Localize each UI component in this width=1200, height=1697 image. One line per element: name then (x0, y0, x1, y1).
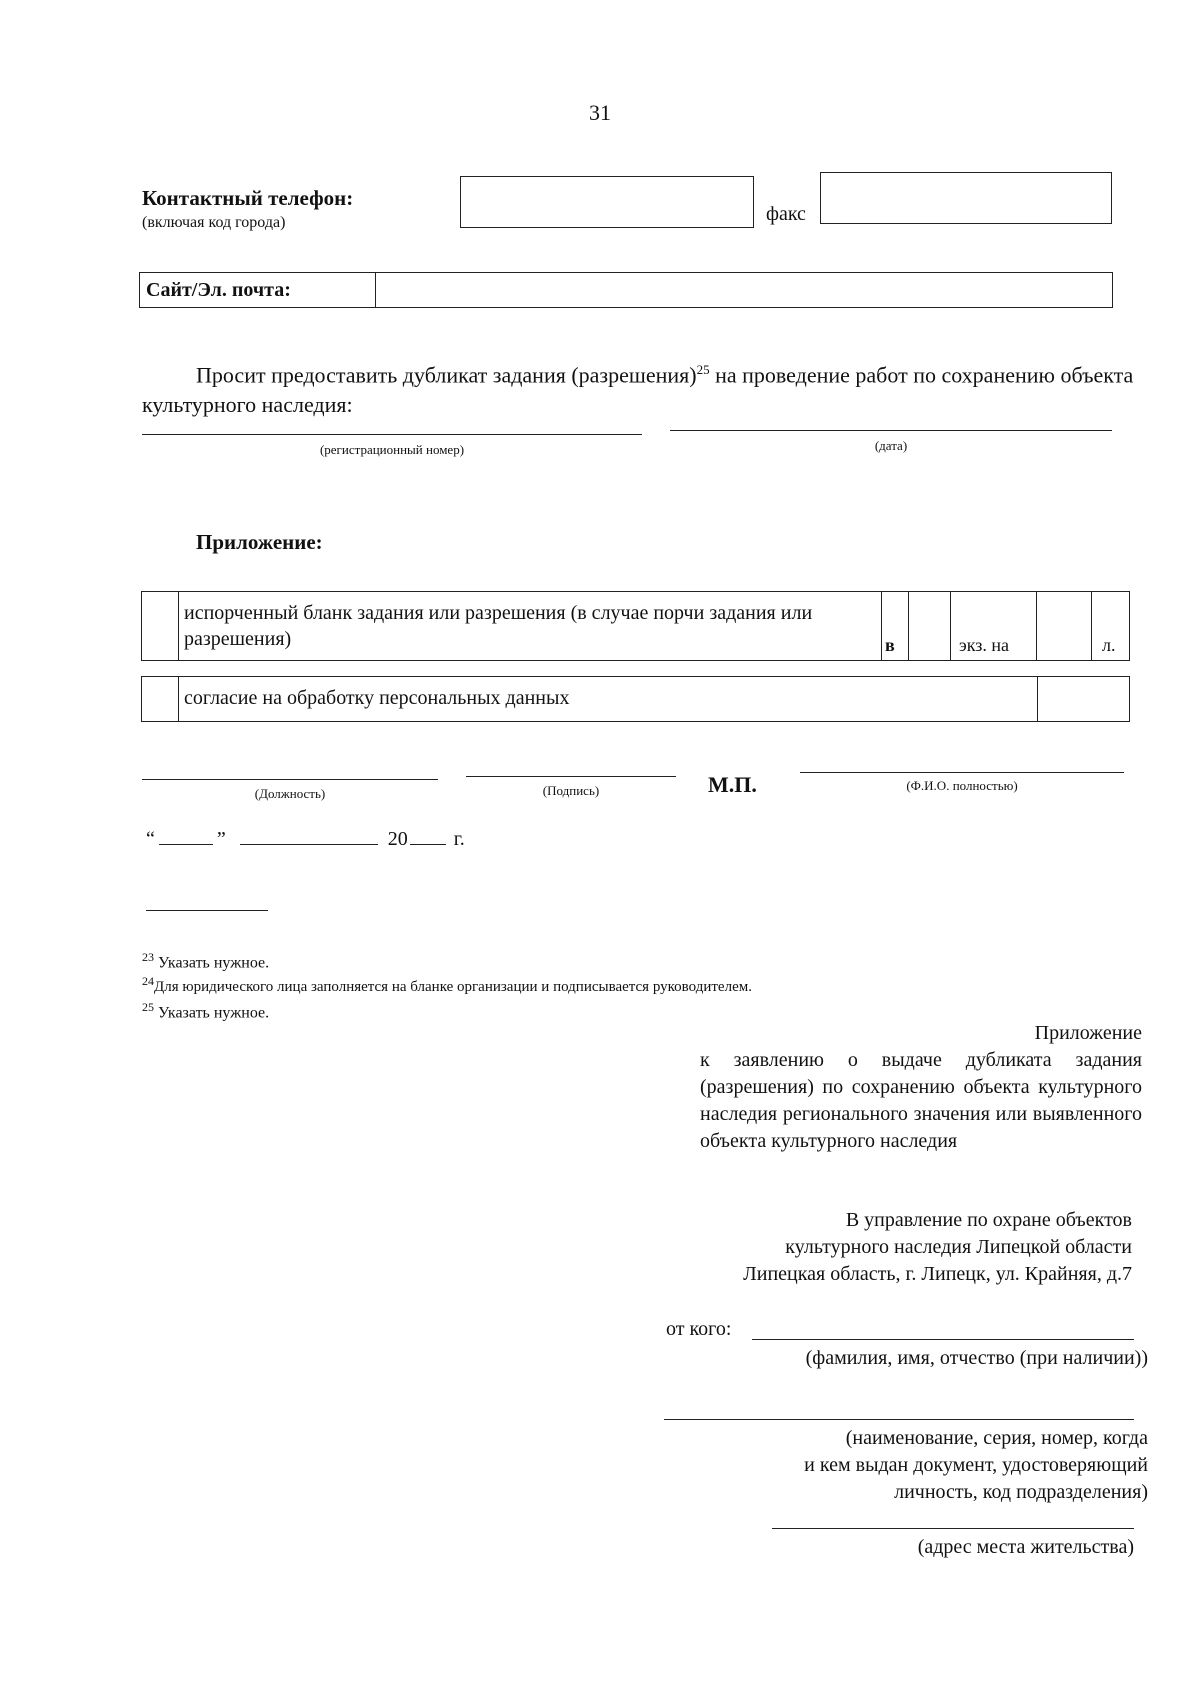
addressee-line-2: культурного наследия Липецкой области (785, 1236, 1132, 1258)
appendix-text: к заявлению о выдаче дубликата задания (разрешения) по сохранению объекта культурного наследия регионального значения или выявленного объекта культурного наследия (700, 1049, 1142, 1152)
day-field[interactable] (159, 844, 213, 845)
footnote-ref-25: 25 (696, 362, 710, 377)
fax-field[interactable] (820, 172, 1112, 224)
site-email-row (139, 272, 1113, 308)
attachment-checkbox-2[interactable] (142, 677, 179, 721)
attachment-copies-field[interactable] (909, 592, 951, 660)
stamp-label: М.П. (708, 772, 757, 797)
site-email-field[interactable] (376, 273, 1112, 307)
signature-line[interactable] (466, 776, 676, 777)
footnote-23-text: Указать нужное. (158, 954, 270, 972)
full-name-caption: (Ф.И.О. полностью) (906, 778, 1018, 793)
page-number: 31 (589, 100, 611, 125)
footnote-25-number: 25 (142, 1000, 154, 1014)
from-fio-line[interactable] (752, 1339, 1134, 1340)
year-prefix: 20 (387, 828, 408, 850)
request-paragraph (142, 355, 1138, 420)
year-field[interactable] (410, 844, 446, 845)
id-document-caption-3: личность, код подразделения) (894, 1481, 1148, 1503)
attachment-copies-cell (951, 592, 1037, 660)
footnote-23 (142, 950, 269, 972)
month-field[interactable] (240, 844, 378, 845)
attachment-text-2: согласие на обработку персональных данных (184, 687, 570, 709)
appendix-title: Приложение (1034, 1022, 1142, 1044)
from-fio-caption: (фамилия, имя, отчество (при наличии)) (805, 1347, 1148, 1369)
attachment-divider-2 (1037, 677, 1038, 721)
footnote-24 (142, 974, 752, 996)
footnote-separator (146, 910, 268, 911)
date-line[interactable] (670, 430, 1112, 431)
attachment-row-2 (141, 676, 1130, 722)
from-label: от кого: (666, 1318, 732, 1340)
position-line[interactable] (142, 779, 438, 780)
attachment-sheets-field-2[interactable] (1039, 677, 1127, 721)
id-document-caption-1: (наименование, серия, номер, когда (845, 1427, 1148, 1449)
full-name-line[interactable] (800, 772, 1124, 773)
footnote-24-number: 24 (142, 974, 154, 988)
attachment-row-1 (141, 591, 1130, 661)
addressee-line-3: Липецкая область, г. Липецк, ул. Крайняя, д.7 (743, 1263, 1132, 1285)
position-caption: (Должность) (254, 786, 326, 801)
phone-label: Контактный телефон: (142, 186, 354, 210)
signature-caption: (Подпись) (542, 783, 600, 798)
attachment-text-1: испорченный бланк задания или разрешения (в случае порчи задания или разрешения) (184, 602, 813, 650)
attachment-copies-label: экз. на (959, 635, 1009, 655)
date-caption: (дата) (874, 438, 908, 453)
attachments-title: Приложение: (196, 530, 323, 554)
fax-label: факс (766, 203, 806, 225)
request-text-before: Просит предоставить дубликат задания (разрешения) (196, 362, 697, 388)
footnote-23-number: 23 (142, 950, 154, 964)
addressee-line-1: В управление по охране объектов (845, 1209, 1132, 1231)
footnote-25 (142, 1000, 269, 1022)
site-email-label: Сайт/Эл. почта: (140, 273, 376, 307)
attachment-sheets-field[interactable] (1037, 592, 1092, 660)
attachment-in-label: в (885, 635, 895, 655)
phone-sublabel: (включая код города) (142, 214, 286, 231)
reg-number-line[interactable] (142, 434, 642, 435)
reg-number-caption: (регистрационный номер) (319, 442, 465, 457)
date-row (146, 828, 465, 851)
request-text-after: на проведение работ по сохранению объекта культурного наследия: (142, 362, 1134, 418)
date-open-quote: “ (146, 828, 155, 850)
id-document-caption-2: и кем выдан документ, удостоверяющий (804, 1454, 1148, 1476)
date-close-quote: ” (216, 828, 226, 850)
year-suffix: г. (453, 828, 465, 850)
footnote-25-text: Указать нужное. (158, 1004, 270, 1022)
address-line[interactable] (772, 1528, 1134, 1529)
attachment-sheets-label: л. (1102, 635, 1116, 655)
address-caption: (адрес места жительства) (917, 1536, 1134, 1558)
attachment-in-cell (882, 592, 909, 660)
id-document-line[interactable] (664, 1419, 1134, 1420)
phone-field[interactable] (460, 176, 754, 228)
attachment-text-cell-1 (142, 592, 882, 660)
footnote-24-text: Для юридического лица заполняется на бланке организации и подписывается руководителем. (154, 979, 752, 995)
